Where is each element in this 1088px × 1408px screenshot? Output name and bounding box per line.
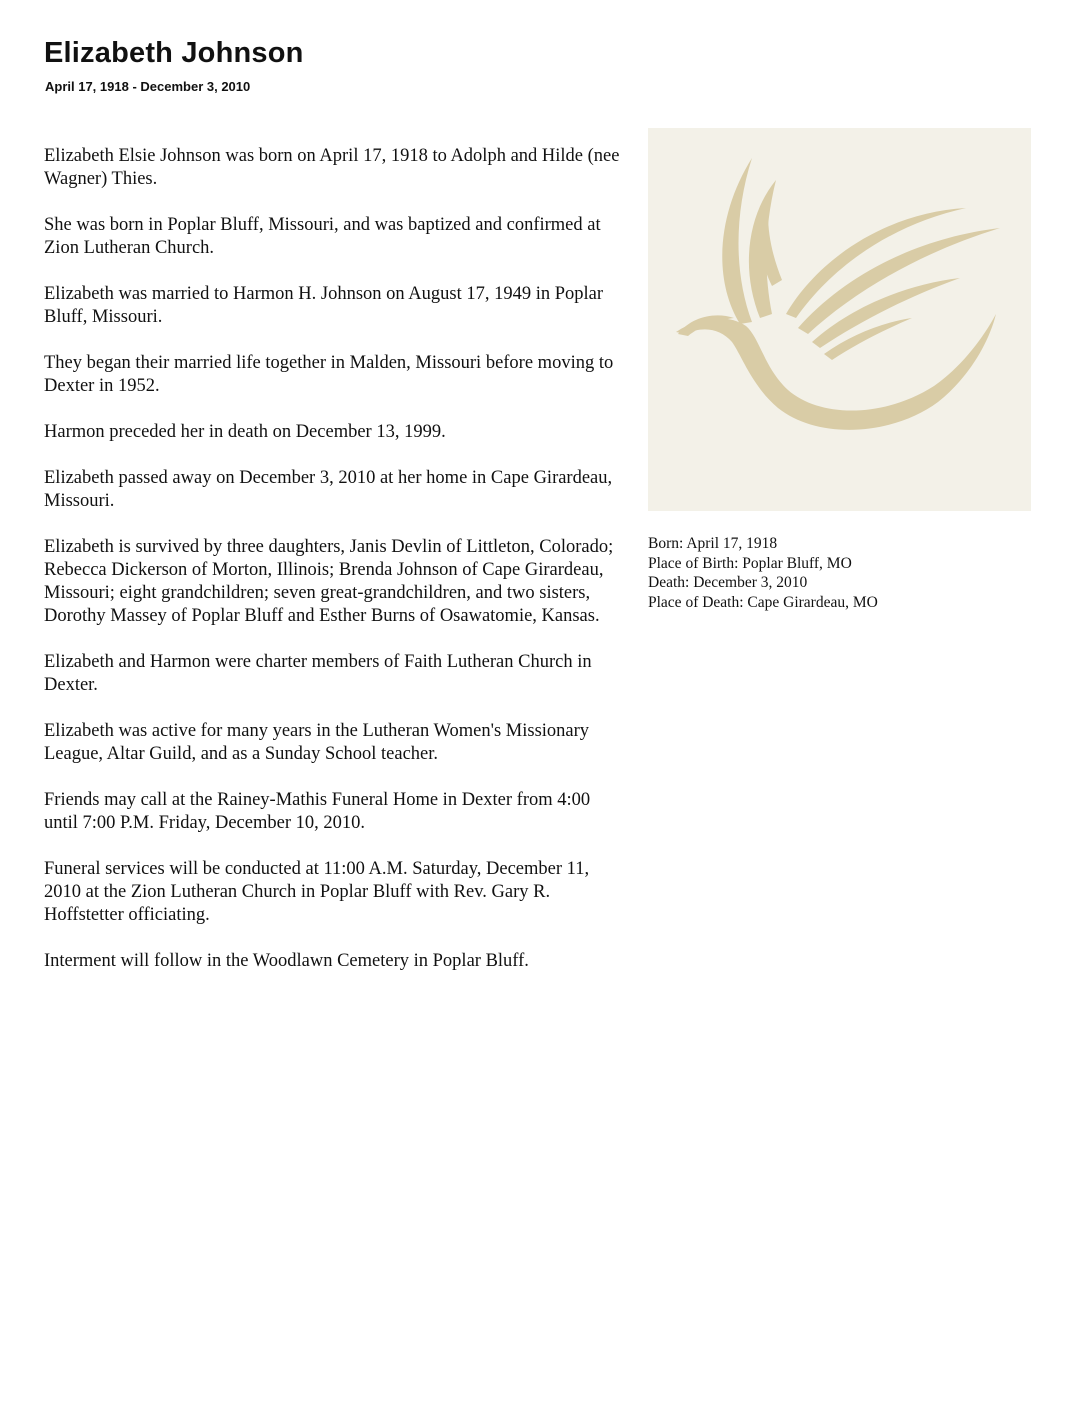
dove-feather — [722, 158, 752, 324]
fact-born: Born: April 17, 1918 — [648, 535, 778, 552]
obituary-paragraph: Interment will follow in the Woodlawn Cemetery in Poplar Bluff. — [44, 951, 529, 971]
memorial-image — [648, 128, 1031, 511]
obituary-paragraph: Funeral services will be conducted at 11:00 A.M. Saturday, December 11, 2010 at the Zion Lutheran Church in Poplar Bluff with Rev. Gary R. Hoffstetter officiating. — [44, 859, 590, 925]
obituary-paragraph: Harmon preceded her in death on December 13, 1999. — [44, 422, 446, 442]
dove-feather — [812, 278, 960, 348]
fact-place-of-birth: Place of Birth: Poplar Bluff, MO — [648, 554, 852, 572]
obituary-text — [44, 145, 624, 996]
obituary-paragraph: Elizabeth passed away on December 3, 2010 at her home in Cape Girardeau, Missouri. — [44, 468, 613, 511]
dove-strokes — [676, 158, 1000, 430]
vital-facts — [648, 534, 1048, 612]
obituary-paragraph: Friends may call at the Rainey-Mathis Funeral Home in Dexter from 4:00 until 7:00 P.M. Friday, December 10, 2010. — [44, 790, 591, 833]
life-dates: April 17, 1918 - December 3, 2010 — [45, 79, 251, 94]
dove-icon — [648, 128, 1031, 511]
obituary-paragraph: Elizabeth Elsie Johnson was born on April 17, 1918 to Adolph and Hilde (nee Wagner) Thies. — [44, 146, 620, 189]
obituary-paragraph: Elizabeth was married to Harmon H. Johnson on August 17, 1949 in Poplar Bluff, Missouri. — [44, 284, 604, 327]
obituary-paragraph: She was born in Poplar Bluff, Missouri, and was baptized and confirmed at Zion Lutheran Church. — [44, 215, 601, 258]
page-title: Elizabeth Johnson — [44, 37, 304, 69]
obituary-paragraph: Elizabeth was active for many years in the Lutheran Women's Missionary League, Altar Guild, and as a Sunday School teacher. — [44, 721, 590, 764]
fact-death: Death: December 3, 2010 — [648, 574, 808, 591]
obituary-paragraph: Elizabeth and Harmon were charter members of Faith Lutheran Church in Dexter. — [44, 652, 592, 695]
obituary-paragraph: Elizabeth is survived by three daughters, Janis Devlin of Littleton, Colorado; Rebecca Dickerson of Morton, Illinois; Brenda Johnson of Cape Girardeau, Missouri; eight grandchildren; seven great-grandchildren, and two sisters, Dorothy Massey of Poplar Bluff and Esther Burns of Osawatomie, Kansas. — [44, 537, 614, 626]
fact-place-of-death: Place of Death: Cape Girardeau, MO — [648, 593, 878, 611]
dove-feather — [798, 228, 1000, 334]
obituary-paragraph: They began their married life together in Malden, Missouri before moving to Dexter in 1952. — [44, 353, 614, 396]
